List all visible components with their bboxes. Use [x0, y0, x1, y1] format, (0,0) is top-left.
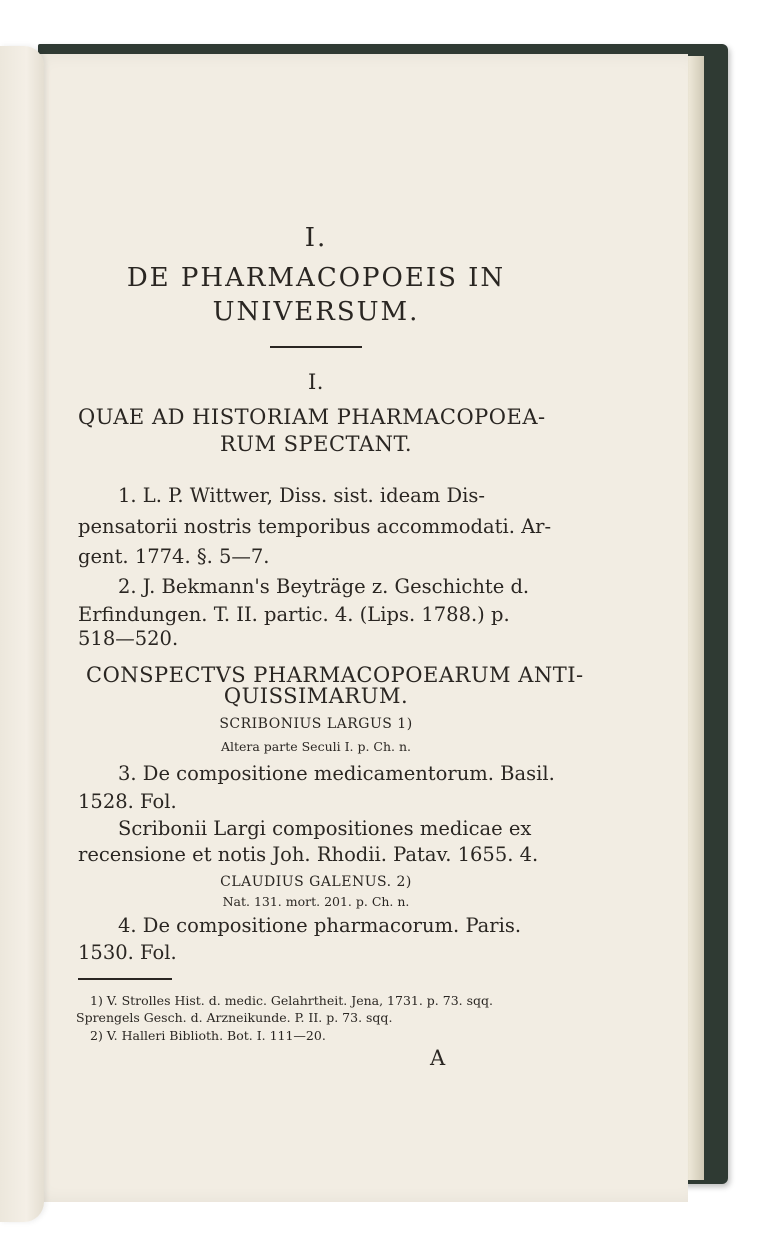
entry-line: 518—520. [78, 627, 179, 650]
title-divider [270, 346, 362, 348]
section-number: I. [308, 370, 324, 394]
chapter-title-line1: DE PHARMACOPOEIS IN [126, 263, 506, 293]
author-note: Altera parte Seculi I. p. Ch. n. [220, 739, 412, 754]
entry-line: 1528. Fol. [78, 790, 177, 813]
author-note: Nat. 131. mort. 201. p. Ch. n. [222, 894, 410, 909]
footnote-line: 2) V. Halleri Biblioth. Bot. I. 111—20. [90, 1028, 326, 1043]
entry-line: 2. J. Bekmann's Beyträge z. Geschichte d. [118, 575, 530, 598]
author-heading: SCRIBONIUS LARGUS 1) [219, 716, 413, 732]
entry-line: 1. L. P. Wittwer, Diss. sist. ideam Dis- [118, 484, 485, 507]
section-title-line1: QUAE AD HISTORIAM PHARMACOPOEA- [78, 405, 546, 429]
conspectus-line1: CONSPECTVS PHARMACOPOEARUM ANTI- [86, 663, 584, 687]
footnote-divider [78, 978, 172, 980]
entry-line: recensione et notis Joh. Rhodii. Patav. 1655. 4. [78, 843, 539, 866]
entry-line: gent. 1774. §. 5—7. [78, 545, 270, 568]
footnote-line: 1) V. Strolles Hist. d. medic. Gelahrtheit. Jena, 1731. p. 73. sqq. [90, 993, 493, 1008]
entry-line: 1530. Fol. [78, 941, 177, 964]
chapter-number: I. [304, 223, 328, 253]
footnote-line: Sprengels Gesch. d. Arzneikunde. P. II. p. 73. sqq. [76, 1010, 393, 1025]
conspectus-line2: QUISSIMARUM. [223, 684, 409, 708]
signature-mark: A [430, 1046, 446, 1070]
entry-line: 4. De compositione pharmacorum. Paris. [118, 914, 522, 937]
author-heading: CLAUDIUS GALENUS. 2) [220, 874, 412, 890]
entry-line: Scribonii Largi compositiones medicae ex [118, 817, 532, 840]
chapter-title-line2: UNIVERSUM. [212, 297, 420, 327]
section-title-line2: RUM SPECTANT. [219, 432, 413, 456]
entry-line: Erfindungen. T. II. partic. 4. (Lips. 1788.) p. [78, 603, 510, 626]
entry-line: 3. De compositione medicamentorum. Basil. [118, 762, 555, 785]
entry-line: pensatorii nostris temporibus accommodati. Ar- [78, 515, 552, 538]
